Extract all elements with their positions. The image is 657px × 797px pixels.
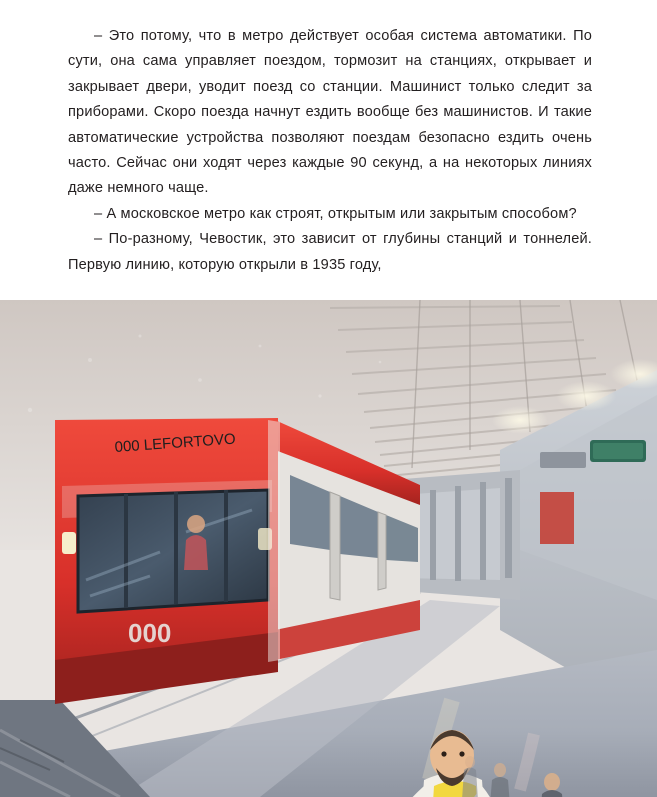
train-destination-text: 000 LEFORTOVO — [114, 430, 237, 456]
train-passenger — [184, 515, 208, 570]
exit-sign — [590, 440, 646, 462]
paragraph-1: – Это потому, что в метро действует особая система автоматики. По сути, она сама управляет поездом, тормозит на станциях, открывает и закрывает двери, уводит поезд со станции. Машинист только следит за приборами. Скоро поезда начнут ездить вообще без машинистов. И такие автоматические устройства позволяют поездам безопасно ездить очень часто. Сейчас они ходят через каждые 90 секунд, а на некоторых линиях даже немного чаще. — [68, 28, 592, 197]
paragraph-2: – А московское метро как строят, открытым или закрытым способом? — [94, 205, 577, 222]
metro-illustration — [0, 300, 657, 797]
paragraph-3: – По-разному, Чевостик, это зависит от глубины станций и тоннелей. Первую линию, которую открыли в 1935 году, — [68, 231, 592, 273]
wall-sign-panel — [540, 452, 586, 468]
wall-red-panel — [540, 492, 574, 544]
train-number-text: 000 — [128, 618, 172, 648]
page-text — [68, 24, 592, 278]
